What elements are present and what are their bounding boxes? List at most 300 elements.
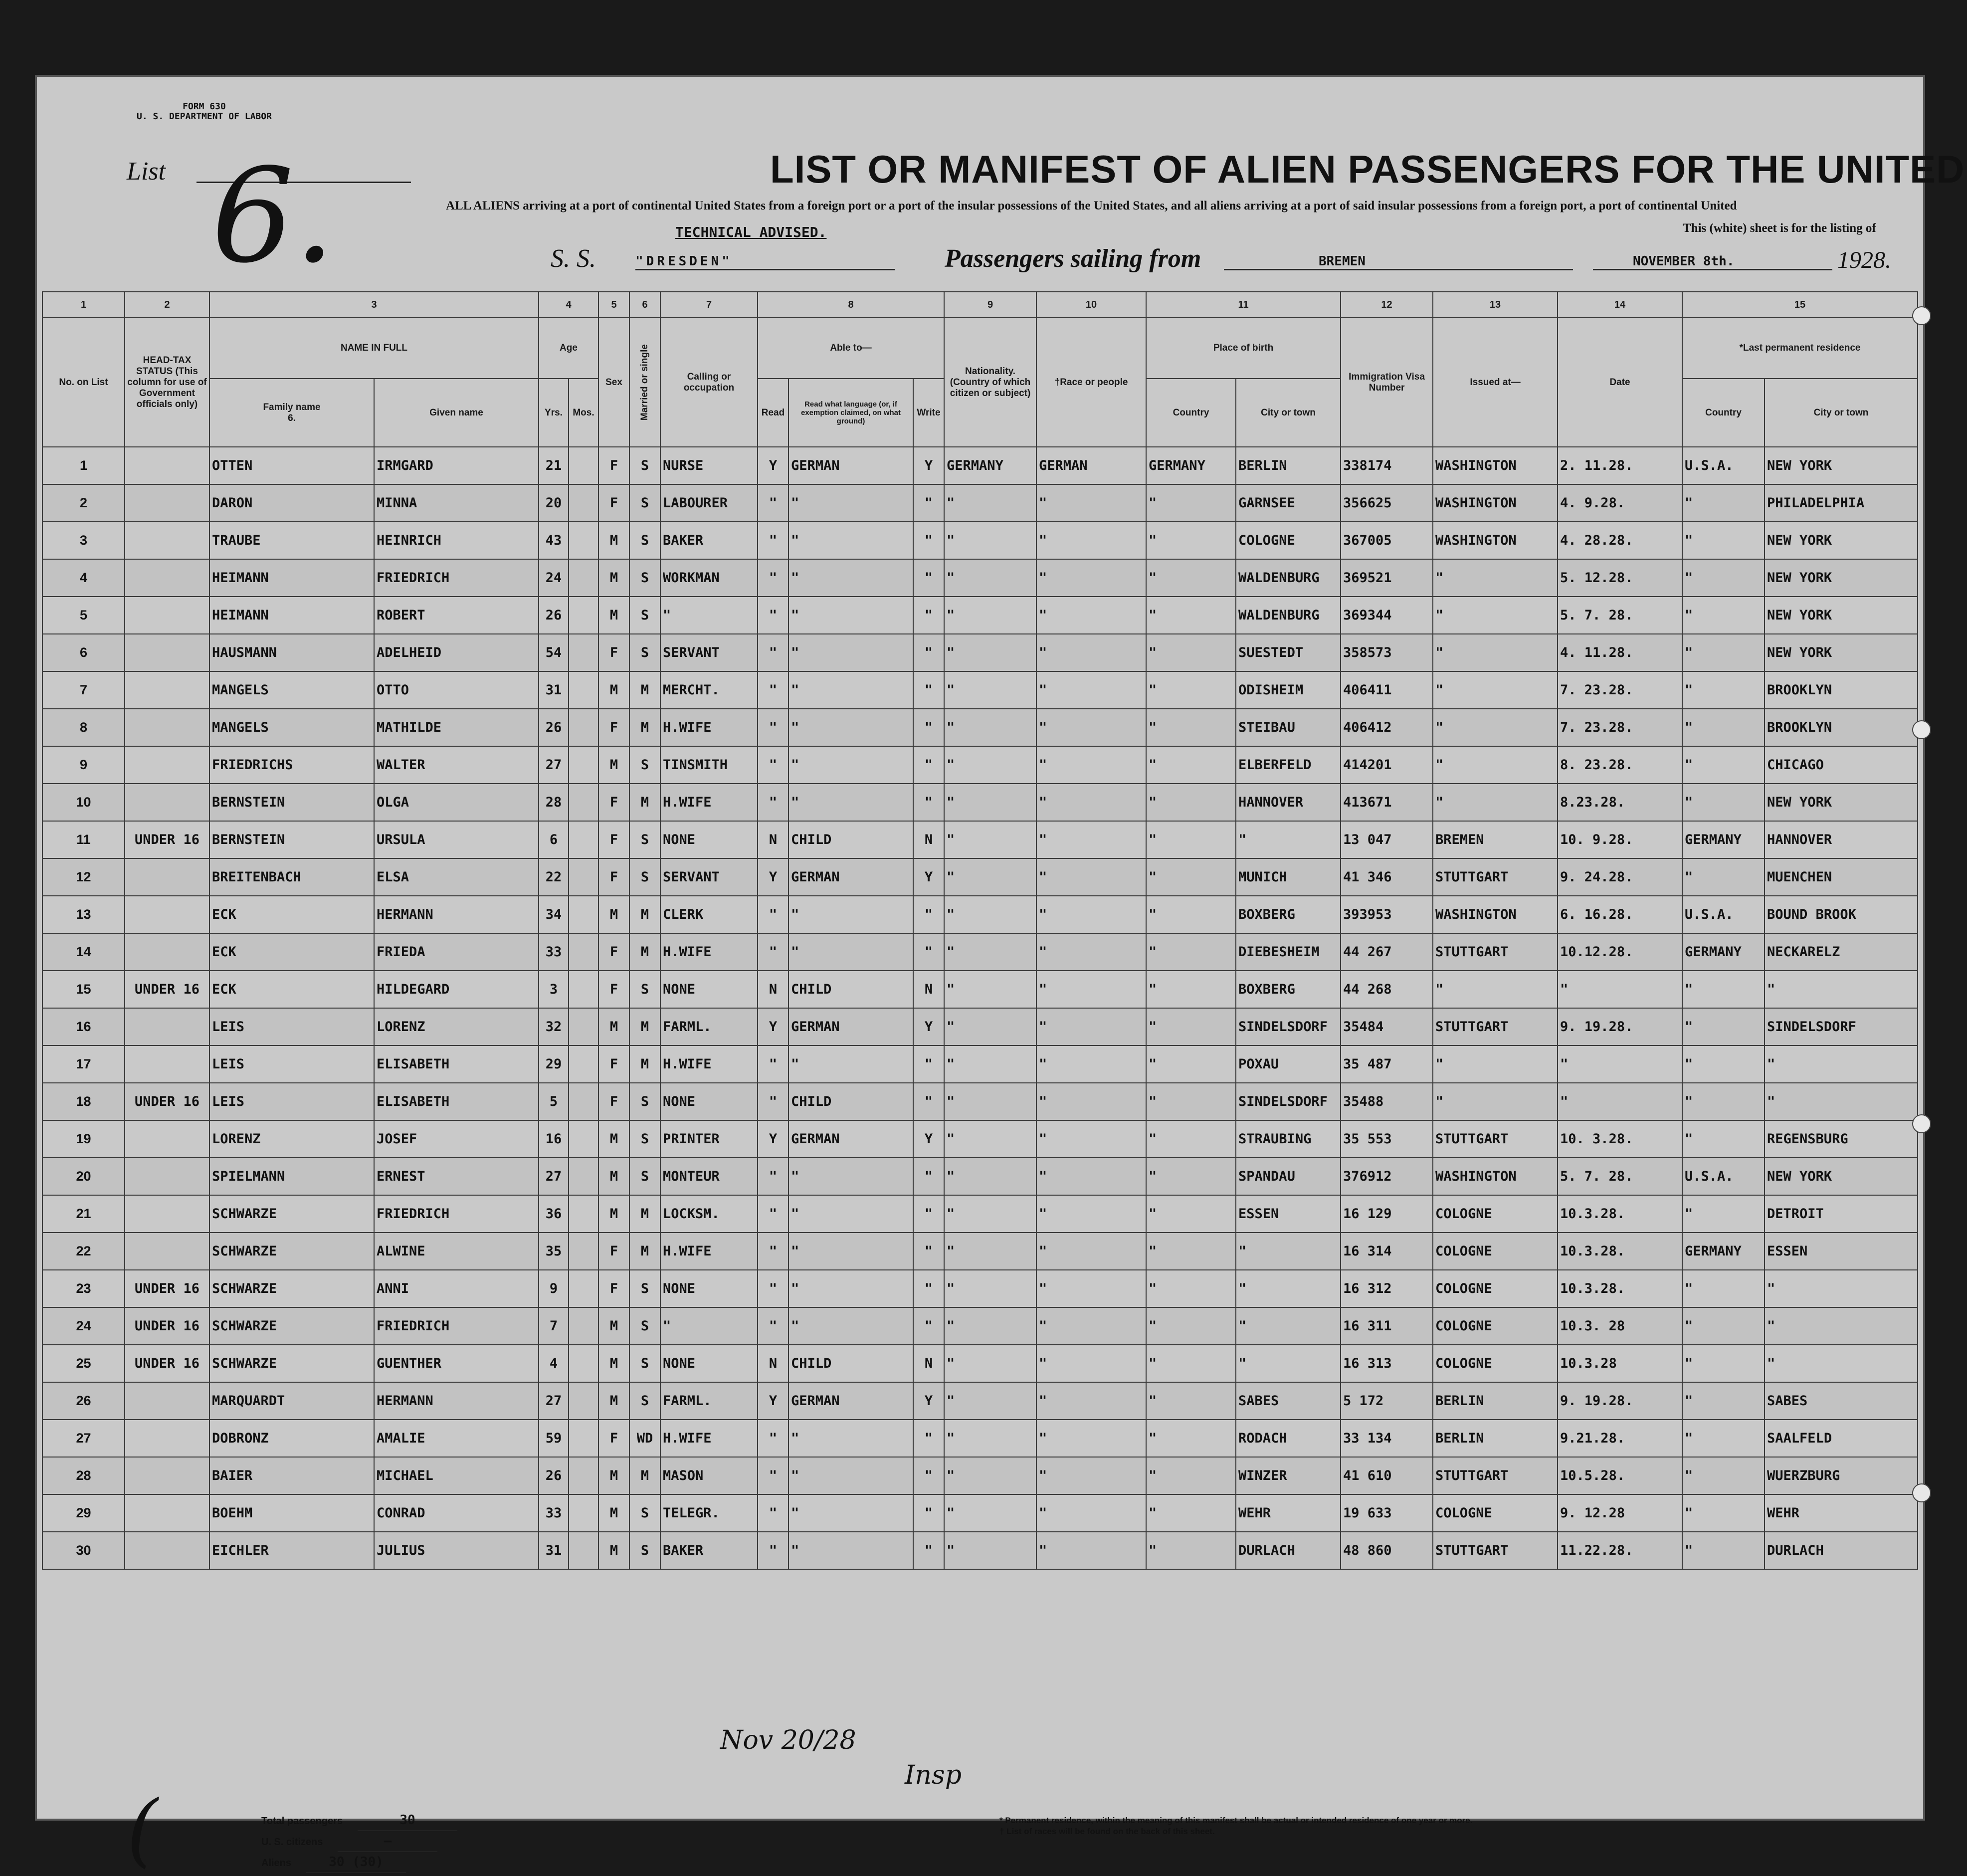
cell-read: " bbox=[758, 1083, 788, 1120]
cell-sex: F bbox=[598, 1420, 629, 1457]
cell-given: FRIEDRICH bbox=[374, 1307, 539, 1345]
header-last-residence: *Last permanent residence bbox=[1682, 318, 1918, 379]
cell-mos bbox=[569, 634, 598, 671]
table-row bbox=[42, 933, 1918, 971]
column-number: 10 bbox=[1036, 292, 1146, 318]
cell-visa: 406411 bbox=[1341, 671, 1433, 709]
cell-bcountry: " bbox=[1146, 933, 1236, 971]
cell-no: 29 bbox=[42, 1494, 125, 1532]
table-row bbox=[42, 746, 1918, 784]
cell-date: 10.3.28. bbox=[1558, 1233, 1682, 1270]
total-passengers-label: Total passengers bbox=[261, 1816, 343, 1827]
cell-issued: WASHINGTON bbox=[1433, 484, 1558, 522]
cell-visa: 44 268 bbox=[1341, 971, 1433, 1008]
cell-race: " bbox=[1036, 1345, 1146, 1382]
cell-no: 2 bbox=[42, 484, 125, 522]
header-given-name: Given name bbox=[374, 379, 539, 447]
cell-rcity: " bbox=[1765, 971, 1918, 1008]
cell-yrs: 33 bbox=[539, 933, 569, 971]
cell-write: " bbox=[913, 1083, 944, 1120]
cell-occ: SERVANT bbox=[660, 634, 758, 671]
cell-tax bbox=[125, 1420, 209, 1457]
cell-race: " bbox=[1036, 484, 1146, 522]
cell-mos bbox=[569, 971, 598, 1008]
cell-occ: H.WIFE bbox=[660, 1233, 758, 1270]
cell-visa: 13 047 bbox=[1341, 821, 1433, 858]
cell-family: EICHLER bbox=[209, 1532, 374, 1569]
cell-race: " bbox=[1036, 1233, 1146, 1270]
cell-family: TRAUBE bbox=[209, 522, 374, 559]
table-row bbox=[42, 1345, 1918, 1382]
cell-given: FRIEDRICH bbox=[374, 559, 539, 597]
cell-date: 4. 11.28. bbox=[1558, 634, 1682, 671]
cell-rcity: BROOKLYN bbox=[1765, 709, 1918, 746]
cell-bcity: SINDELSDORF bbox=[1236, 1008, 1341, 1045]
cell-given: ALWINE bbox=[374, 1233, 539, 1270]
cell-bcity: WINZER bbox=[1236, 1457, 1341, 1494]
cell-bcity: RODACH bbox=[1236, 1420, 1341, 1457]
cell-occ: FARML. bbox=[660, 1382, 758, 1420]
manifest-sheet bbox=[35, 75, 1965, 1876]
cell-visa: 16 129 bbox=[1341, 1195, 1433, 1233]
cell-family: MANGELS bbox=[209, 671, 374, 709]
cell-sex: M bbox=[598, 746, 629, 784]
cell-sex: M bbox=[598, 522, 629, 559]
cell-nat: " bbox=[944, 671, 1036, 709]
cell-rcity: BROOKLYN bbox=[1765, 671, 1918, 709]
cell-issued: WASHINGTON bbox=[1433, 447, 1558, 484]
cell-date: 6. 16.28. bbox=[1558, 896, 1682, 933]
cell-lang: " bbox=[788, 1045, 913, 1083]
cell-family: ECK bbox=[209, 896, 374, 933]
cell-given: MICHAEL bbox=[374, 1457, 539, 1494]
cell-date: 10. 9.28. bbox=[1558, 821, 1682, 858]
cell-family: BERNSTEIN bbox=[209, 821, 374, 858]
cell-read: " bbox=[758, 1307, 788, 1345]
column-number: 3 bbox=[209, 292, 539, 318]
cell-mos bbox=[569, 484, 598, 522]
header-nationality: Nationality. (Country of which citizen or subject) bbox=[944, 318, 1036, 447]
cell-mos bbox=[569, 671, 598, 709]
cell-occ: SERVANT bbox=[660, 858, 758, 896]
cell-bcountry: " bbox=[1146, 597, 1236, 634]
cell-bcountry: " bbox=[1146, 634, 1236, 671]
cell-tax bbox=[125, 1494, 209, 1532]
column-number: 7 bbox=[660, 292, 758, 318]
cell-rcity: REGENSBURG bbox=[1765, 1120, 1918, 1158]
cell-mos bbox=[569, 1045, 598, 1083]
cell-date: 2. 11.28. bbox=[1558, 447, 1682, 484]
cell-write: " bbox=[913, 597, 944, 634]
cell-visa: 35488 bbox=[1341, 1083, 1433, 1120]
cell-issued: " bbox=[1433, 597, 1558, 634]
cell-rcity: NEW YORK bbox=[1765, 597, 1918, 634]
cell-tax bbox=[125, 484, 209, 522]
cell-ms: M bbox=[629, 1045, 660, 1083]
table-row bbox=[42, 1233, 1918, 1270]
cell-family: ECK bbox=[209, 933, 374, 971]
cell-nat: " bbox=[944, 971, 1036, 1008]
cell-yrs: 27 bbox=[539, 1158, 569, 1195]
cell-bcity: ESSEN bbox=[1236, 1195, 1341, 1233]
cell-sex: M bbox=[598, 1494, 629, 1532]
cell-given: GUENTHER bbox=[374, 1345, 539, 1382]
cell-bcity: SPANDAU bbox=[1236, 1158, 1341, 1195]
cell-rcity: " bbox=[1765, 1307, 1918, 1345]
cell-given: HERMANN bbox=[374, 896, 539, 933]
cell-no: 24 bbox=[42, 1307, 125, 1345]
cell-nat: " bbox=[944, 559, 1036, 597]
table-row bbox=[42, 447, 1918, 484]
cell-nat: " bbox=[944, 1307, 1036, 1345]
cell-yrs: 26 bbox=[539, 1457, 569, 1494]
cell-given: OTTO bbox=[374, 671, 539, 709]
cell-given: JULIUS bbox=[374, 1532, 539, 1569]
cell-ms: WD bbox=[629, 1420, 660, 1457]
cell-bcountry: " bbox=[1146, 1307, 1236, 1345]
cell-visa: 41 610 bbox=[1341, 1457, 1433, 1494]
cell-tax: UNDER 16 bbox=[125, 971, 209, 1008]
cell-write: " bbox=[913, 484, 944, 522]
cell-rcountry: " bbox=[1682, 1008, 1765, 1045]
cell-mos bbox=[569, 933, 598, 971]
cell-tax bbox=[125, 597, 209, 634]
cell-no: 10 bbox=[42, 784, 125, 821]
cell-family: DOBRONZ bbox=[209, 1420, 374, 1457]
cell-no: 1 bbox=[42, 447, 125, 484]
cell-tax bbox=[125, 671, 209, 709]
cell-ms: S bbox=[629, 447, 660, 484]
cell-yrs: 20 bbox=[539, 484, 569, 522]
cell-family: SCHWARZE bbox=[209, 1195, 374, 1233]
cell-rcountry: GERMANY bbox=[1682, 1233, 1765, 1270]
cell-mos bbox=[569, 1158, 598, 1195]
cell-rcountry: " bbox=[1682, 1494, 1765, 1532]
cell-rcountry: U.S.A. bbox=[1682, 1158, 1765, 1195]
cell-race: " bbox=[1036, 1158, 1146, 1195]
cell-rcity: NEW YORK bbox=[1765, 1158, 1918, 1195]
departure-port: BREMEN bbox=[1224, 254, 1573, 270]
cell-yrs: 3 bbox=[539, 971, 569, 1008]
cell-mos bbox=[569, 1420, 598, 1457]
cell-lang: CHILD bbox=[788, 971, 913, 1008]
column-number: 13 bbox=[1433, 292, 1558, 318]
cell-lang: " bbox=[788, 746, 913, 784]
cell-no: 30 bbox=[42, 1532, 125, 1569]
header-married-text: Married or single bbox=[639, 344, 650, 421]
cell-race: " bbox=[1036, 971, 1146, 1008]
header-sex: Sex bbox=[598, 318, 629, 447]
cell-ms: M bbox=[629, 1195, 660, 1233]
cell-family: SCHWARZE bbox=[209, 1307, 374, 1345]
cell-lang: " bbox=[788, 597, 913, 634]
cell-no: 11 bbox=[42, 821, 125, 858]
cell-rcountry: " bbox=[1682, 1382, 1765, 1420]
cell-bcountry: " bbox=[1146, 1158, 1236, 1195]
cell-lang: GERMAN bbox=[788, 1120, 913, 1158]
cell-mos bbox=[569, 896, 598, 933]
column-number: 11 bbox=[1146, 292, 1341, 318]
cell-yrs: 26 bbox=[539, 597, 569, 634]
total-passengers-row bbox=[261, 1810, 457, 1831]
cell-bcountry: " bbox=[1146, 746, 1236, 784]
cell-lang: " bbox=[788, 1532, 913, 1569]
cell-date: 10. 3.28. bbox=[1558, 1120, 1682, 1158]
column-number: 1 bbox=[42, 292, 125, 318]
table-row bbox=[42, 1195, 1918, 1233]
table-row bbox=[42, 484, 1918, 522]
cell-rcity: " bbox=[1765, 1045, 1918, 1083]
cell-write: N bbox=[913, 1345, 944, 1382]
cell-bcity: DURLACH bbox=[1236, 1532, 1341, 1569]
cell-bcountry: " bbox=[1146, 784, 1236, 821]
column-number: 5 bbox=[598, 292, 629, 318]
cell-mos bbox=[569, 1195, 598, 1233]
cell-mos bbox=[569, 784, 598, 821]
cell-family: LEIS bbox=[209, 1083, 374, 1120]
cell-date: 10.5.28. bbox=[1558, 1457, 1682, 1494]
cell-date: 10.3.28. bbox=[1558, 1270, 1682, 1307]
cell-rcity: " bbox=[1765, 1270, 1918, 1307]
cell-rcity: BOUND BROOK bbox=[1765, 896, 1918, 933]
cell-nat: " bbox=[944, 1195, 1036, 1233]
cell-visa: 41 346 bbox=[1341, 858, 1433, 896]
header-birth-city: City or town bbox=[1236, 379, 1341, 447]
cell-given: ERNEST bbox=[374, 1158, 539, 1195]
cell-nat: " bbox=[944, 1532, 1036, 1569]
punch-hole bbox=[1912, 1114, 1931, 1133]
cell-race: " bbox=[1036, 671, 1146, 709]
cell-visa: 406412 bbox=[1341, 709, 1433, 746]
cell-race: " bbox=[1036, 858, 1146, 896]
cell-mos bbox=[569, 1083, 598, 1120]
cell-ms: S bbox=[629, 1270, 660, 1307]
cell-ms: M bbox=[629, 896, 660, 933]
cell-race: " bbox=[1036, 1457, 1146, 1494]
cell-read: Y bbox=[758, 858, 788, 896]
cell-write: " bbox=[913, 1420, 944, 1457]
cell-tax: UNDER 16 bbox=[125, 1345, 209, 1382]
cell-race: " bbox=[1036, 933, 1146, 971]
cell-mos bbox=[569, 1345, 598, 1382]
cell-given: IRMGARD bbox=[374, 447, 539, 484]
cell-write: " bbox=[913, 784, 944, 821]
cell-bcity: " bbox=[1236, 1270, 1341, 1307]
cell-rcity: " bbox=[1765, 1345, 1918, 1382]
cell-rcity: SABES bbox=[1765, 1382, 1918, 1420]
cell-nat: " bbox=[944, 821, 1036, 858]
cell-visa: 376912 bbox=[1341, 1158, 1433, 1195]
table-row bbox=[42, 1008, 1918, 1045]
cell-bcountry: " bbox=[1146, 1083, 1236, 1120]
cell-bcity: BOXBERG bbox=[1236, 896, 1341, 933]
cell-no: 13 bbox=[42, 896, 125, 933]
cell-lang: CHILD bbox=[788, 1083, 913, 1120]
table-row bbox=[42, 1532, 1918, 1569]
cell-date: 10.3. 28 bbox=[1558, 1307, 1682, 1345]
cell-given: MINNA bbox=[374, 484, 539, 522]
list-number: 6. bbox=[211, 141, 336, 292]
cell-rcountry: " bbox=[1682, 597, 1765, 634]
cell-ms: S bbox=[629, 821, 660, 858]
cell-date: 5. 7. 28. bbox=[1558, 1158, 1682, 1195]
cell-mos bbox=[569, 1307, 598, 1345]
cell-rcity: NECKARELZ bbox=[1765, 933, 1918, 971]
header-issued-at: Issued at— bbox=[1433, 318, 1558, 447]
cell-write: " bbox=[913, 1457, 944, 1494]
cell-sex: M bbox=[598, 1457, 629, 1494]
cell-lang: " bbox=[788, 1233, 913, 1270]
cell-bcountry: " bbox=[1146, 858, 1236, 896]
cell-nat: " bbox=[944, 784, 1036, 821]
cell-bcity: WEHR bbox=[1236, 1494, 1341, 1532]
ship-name: "DRESDEN" bbox=[635, 254, 895, 270]
cell-issued: WASHINGTON bbox=[1433, 1158, 1558, 1195]
cell-write: " bbox=[913, 1158, 944, 1195]
header-name-in-full: NAME IN FULL bbox=[209, 318, 539, 379]
manifest-body bbox=[42, 447, 1918, 1569]
header-place-of-birth: Place of birth bbox=[1146, 318, 1341, 379]
cell-given: AMALIE bbox=[374, 1420, 539, 1457]
cell-date: 8. 23.28. bbox=[1558, 746, 1682, 784]
cell-write: " bbox=[913, 1307, 944, 1345]
cell-lang: GERMAN bbox=[788, 447, 913, 484]
cell-issued: " bbox=[1433, 971, 1558, 1008]
cell-lang: " bbox=[788, 1195, 913, 1233]
cell-read: " bbox=[758, 933, 788, 971]
cell-read: " bbox=[758, 522, 788, 559]
header-read-language: Read what language (or, if exemption claimed, on what ground) bbox=[788, 379, 913, 447]
cell-sex: F bbox=[598, 821, 629, 858]
cell-sex: M bbox=[598, 896, 629, 933]
punch-hole bbox=[1912, 1483, 1931, 1502]
cell-rcity: MUENCHEN bbox=[1765, 858, 1918, 896]
footnote-races: † List of races will be found on the back of this sheet. bbox=[999, 1827, 1215, 1836]
cell-given: ELISABETH bbox=[374, 1045, 539, 1083]
cell-no: 7 bbox=[42, 671, 125, 709]
cell-given: ROBERT bbox=[374, 597, 539, 634]
cell-mos bbox=[569, 1233, 598, 1270]
cell-bcountry: " bbox=[1146, 971, 1236, 1008]
cell-write: " bbox=[913, 634, 944, 671]
cell-bcity: HANNOVER bbox=[1236, 784, 1341, 821]
cell-no: 4 bbox=[42, 559, 125, 597]
cell-tax bbox=[125, 634, 209, 671]
cell-tax: UNDER 16 bbox=[125, 1083, 209, 1120]
table-row bbox=[42, 1083, 1918, 1120]
cell-date: 4. 28.28. bbox=[1558, 522, 1682, 559]
cell-bcity: ELBERFELD bbox=[1236, 746, 1341, 784]
cell-given: JOSEF bbox=[374, 1120, 539, 1158]
cell-issued: " bbox=[1433, 1083, 1558, 1120]
cell-yrs: 54 bbox=[539, 634, 569, 671]
cell-read: " bbox=[758, 484, 788, 522]
aliens-label: Aliens bbox=[261, 1858, 292, 1869]
cell-sex: M bbox=[598, 1382, 629, 1420]
cell-visa: 35484 bbox=[1341, 1008, 1433, 1045]
header-birth-country: Country bbox=[1146, 379, 1236, 447]
cell-race: " bbox=[1036, 821, 1146, 858]
cell-lang: " bbox=[788, 522, 913, 559]
cell-rcity: DURLACH bbox=[1765, 1532, 1918, 1569]
cell-mos bbox=[569, 1457, 598, 1494]
cell-bcountry: " bbox=[1146, 821, 1236, 858]
cell-lang: " bbox=[788, 784, 913, 821]
cell-rcity: NEW YORK bbox=[1765, 522, 1918, 559]
cell-yrs: 5 bbox=[539, 1083, 569, 1120]
cell-nat: " bbox=[944, 858, 1036, 896]
cell-rcountry: U.S.A. bbox=[1682, 447, 1765, 484]
cell-occ: NONE bbox=[660, 821, 758, 858]
table-row bbox=[42, 1045, 1918, 1083]
column-number: 12 bbox=[1341, 292, 1433, 318]
manifest-table-wrap bbox=[42, 291, 1917, 1570]
cell-mos bbox=[569, 858, 598, 896]
cell-read: " bbox=[758, 1233, 788, 1270]
cell-yrs: 35 bbox=[539, 1233, 569, 1270]
header-res-country: Country bbox=[1682, 379, 1765, 447]
cell-yrs: 31 bbox=[539, 671, 569, 709]
cell-write: " bbox=[913, 1233, 944, 1270]
cell-rcountry: " bbox=[1682, 522, 1765, 559]
cell-given: OLGA bbox=[374, 784, 539, 821]
cell-issued: STUTTGART bbox=[1433, 1008, 1558, 1045]
cell-rcity: WEHR bbox=[1765, 1494, 1918, 1532]
cell-race: " bbox=[1036, 522, 1146, 559]
cell-issued: COLOGNE bbox=[1433, 1233, 1558, 1270]
cell-date: 9. 24.28. bbox=[1558, 858, 1682, 896]
cell-write: Y bbox=[913, 447, 944, 484]
cell-rcountry: " bbox=[1682, 1345, 1765, 1382]
cell-rcity: " bbox=[1765, 1083, 1918, 1120]
cell-lang: " bbox=[788, 1420, 913, 1457]
cell-tax bbox=[125, 559, 209, 597]
cell-write: " bbox=[913, 522, 944, 559]
cell-nat: " bbox=[944, 597, 1036, 634]
header-family-name bbox=[209, 379, 374, 447]
cell-date: 9. 12.28 bbox=[1558, 1494, 1682, 1532]
cell-nat: " bbox=[944, 634, 1036, 671]
cell-lang: " bbox=[788, 559, 913, 597]
cell-visa: 393953 bbox=[1341, 896, 1433, 933]
table-row bbox=[42, 709, 1918, 746]
cell-family: LEIS bbox=[209, 1045, 374, 1083]
page-title: LIST OR MANIFEST OF ALIEN PASSENGERS FOR THE UNITED bbox=[770, 147, 1965, 191]
cell-date: " bbox=[1558, 971, 1682, 1008]
cell-bcountry: " bbox=[1146, 1532, 1236, 1569]
us-citizens-value: — bbox=[338, 1831, 437, 1852]
cell-tax bbox=[125, 709, 209, 746]
cell-rcountry: " bbox=[1682, 1420, 1765, 1457]
cell-no: 6 bbox=[42, 634, 125, 671]
cell-bcountry: " bbox=[1146, 709, 1236, 746]
header-yrs: Yrs. bbox=[539, 379, 569, 447]
cell-no: 25 bbox=[42, 1345, 125, 1382]
cell-occ: NONE bbox=[660, 1345, 758, 1382]
cell-nat: " bbox=[944, 1494, 1036, 1532]
cell-race: " bbox=[1036, 597, 1146, 634]
cell-bcountry: " bbox=[1146, 1345, 1236, 1382]
cell-lang: " bbox=[788, 1270, 913, 1307]
punch-hole bbox=[1912, 720, 1931, 739]
cell-race: " bbox=[1036, 709, 1146, 746]
list-label: List bbox=[127, 157, 166, 186]
cell-ms: M bbox=[629, 1233, 660, 1270]
cell-write: " bbox=[913, 1045, 944, 1083]
cell-write: Y bbox=[913, 858, 944, 896]
table-row bbox=[42, 597, 1918, 634]
cell-no: 8 bbox=[42, 709, 125, 746]
